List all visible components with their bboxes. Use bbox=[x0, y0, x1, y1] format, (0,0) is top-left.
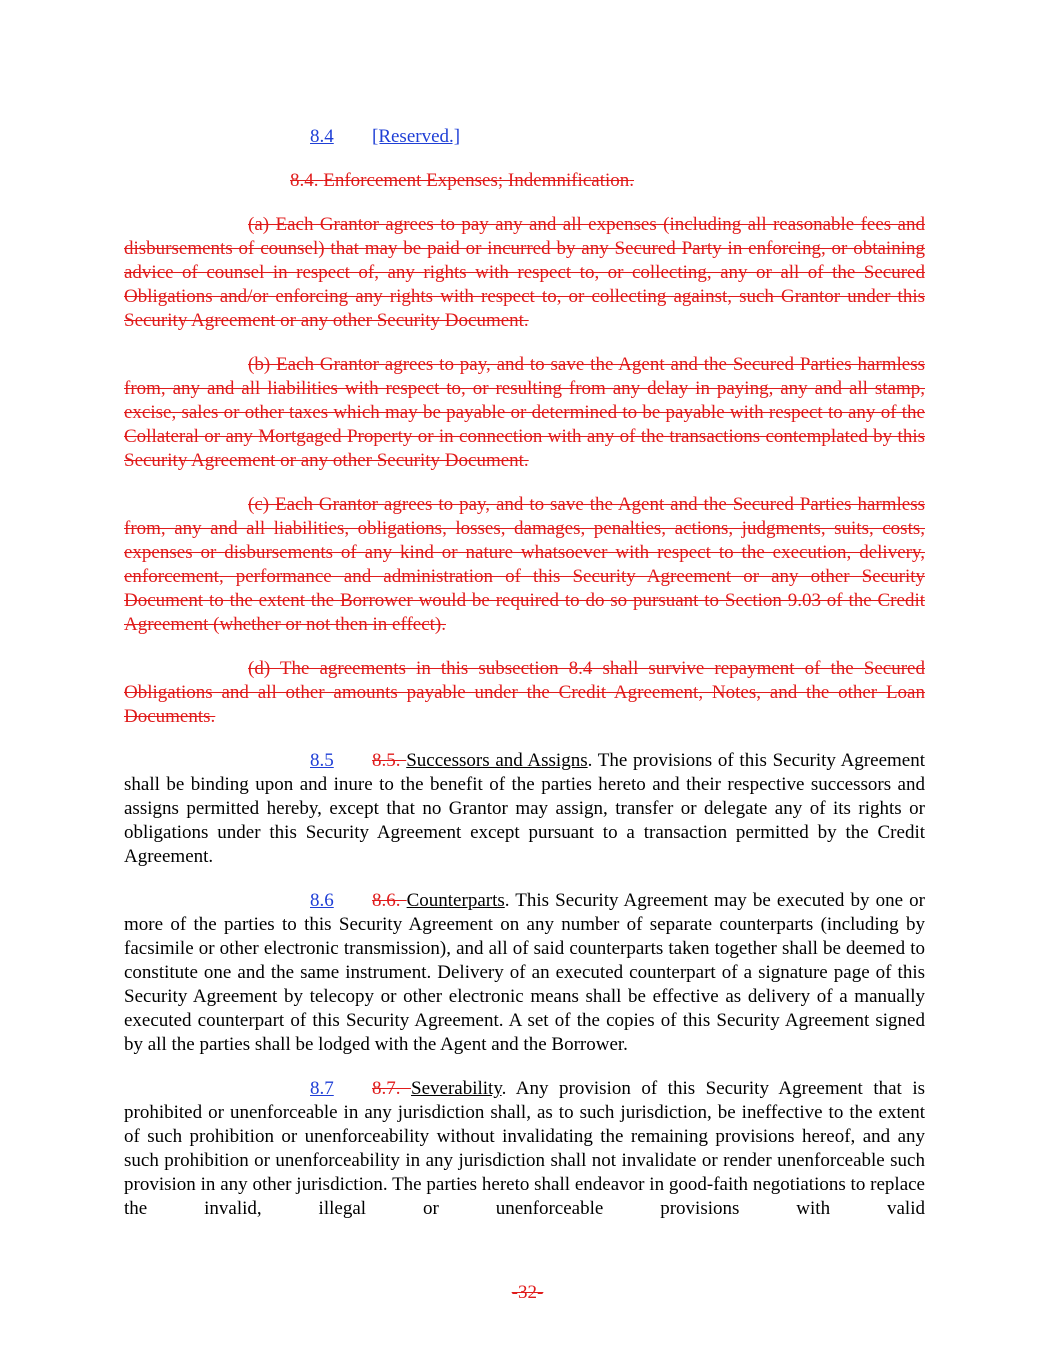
section-8-4-number: 8.4 bbox=[310, 126, 334, 147]
deleted-paragraph-a: (a) Each Grantor agrees to pay any and all expenses (including all reasonable fees and disbursements of counsel) that may be paid or incurred by any Secured Party in enforcing, or obtaining advice of counsel in respect of, any rights with respect to, or collecting, any or all of the Secured Obligations and/or enforcing any rights with respect to, or collecting against, such Grantor under this Security Agreement or any other Security Document. bbox=[124, 214, 925, 331]
section-8-6-old-number: 8.6. bbox=[372, 890, 407, 911]
section-8-7-body: . Any provision of this Security Agreement that is prohibited or unenforceable in any jurisdiction shall, as to such jurisdiction, be ineffective to the extent of such prohibition or unenforceability without invalidating the remaining provisions hereof, and any such prohibition or unenforceability in any jurisdiction shall not invalidate or render unenforceable such provision in any other jurisdiction. The parties hereto shall endeavor in good-faith negotiations to replace the invalid, illegal or unenforceable provisions with valid bbox=[124, 1078, 925, 1219]
page-number-footer: -32- bbox=[511, 1282, 544, 1303]
deleted-heading-number: 8.4. bbox=[290, 170, 319, 191]
section-8-6-paragraph bbox=[124, 889, 925, 1057]
section-8-6-title: Counterparts bbox=[406, 890, 505, 911]
document-page bbox=[124, 125, 925, 1221]
section-8-4-reserved-title: [Reserved.] bbox=[372, 126, 461, 147]
section-8-7-title: Severability bbox=[411, 1078, 502, 1099]
section-8-5-paragraph bbox=[124, 749, 925, 869]
section-8-6-number: 8.6 bbox=[310, 890, 334, 911]
section-8-7-paragraph bbox=[124, 1077, 925, 1221]
section-8-7-old-number: 8.7. bbox=[372, 1078, 412, 1099]
section-8-5-body: . The provisions of this Security Agreement shall be binding upon and inure to the benefit of the parties hereto and their respective successors and assigns permitted hereby, except that no Grantor may assign, transfer or delegate any of its rights or obligations under this Security Agreement except pursuant to a transaction permitted by the Credit Agreement. bbox=[124, 750, 925, 867]
deleted-paragraph-d: (d) The agreements in this subsection 8.4 shall survive repayment of the Secured Obligations and all other amounts payable under the Credit Agreement, Notes, and the other Loan Documents. bbox=[124, 658, 925, 727]
section-8-5-title: Successors and Assigns bbox=[406, 750, 588, 771]
section-8-5-old-number: 8.5. bbox=[372, 750, 407, 771]
deleted-paragraph-b: (b) Each Grantor agrees to pay, and to save the Agent and the Secured Parties harmless from, any and all liabilities with respect to, or resulting from any delay in paying, any and all stamp, excise, sales or other taxes which may be payable or determined to be payable with respect to any of the Collateral or any Mortgaged Property or in connection with any of the transactions contemplated by this Security Agreement or any other Security Document. bbox=[124, 354, 925, 471]
deleted-heading-period: . bbox=[629, 170, 635, 191]
section-8-5-number: 8.5 bbox=[310, 750, 334, 771]
deleted-heading-title: Enforcement Expenses; Indemnification bbox=[323, 170, 630, 191]
deleted-heading-enforcement-expenses bbox=[124, 169, 925, 193]
section-8-7-number: 8.7 bbox=[310, 1078, 334, 1099]
deleted-paragraph-c: (c) Each Grantor agrees to pay, and to save the Agent and the Secured Parties harmless from, any and all liabilities, obligations, losses, damages, penalties, actions, judgments, suits, costs, expenses or disbursements of any kind or nature whatsoever with respect to the execution, delivery, enforcement, performance and administration of this Security Agreement or any other Security Document to the extent the Borrower would be required to do so pursuant to Section 9.03 of the Credit Agreement (whether or not then in effect). bbox=[124, 494, 925, 635]
section-8-6-body: . This Security Agreement may be executed by one or more of the parties to this Security Agreement on any number of separate counterparts (including by facsimile or other electronic transmission), and all of said counterparts taken together shall be deemed to constitute one and the same instrument. Delivery of an executed counterpart of a signature page of this Security Agreement by telecopy or other electronic means shall be effective as delivery of a manually executed counterpart of this Security Agreement. A set of the copies of this Security Agreement signed by all the parties shall be lodged with the Agent and the Borrower. bbox=[124, 890, 925, 1055]
section-8-4-heading bbox=[124, 125, 925, 149]
